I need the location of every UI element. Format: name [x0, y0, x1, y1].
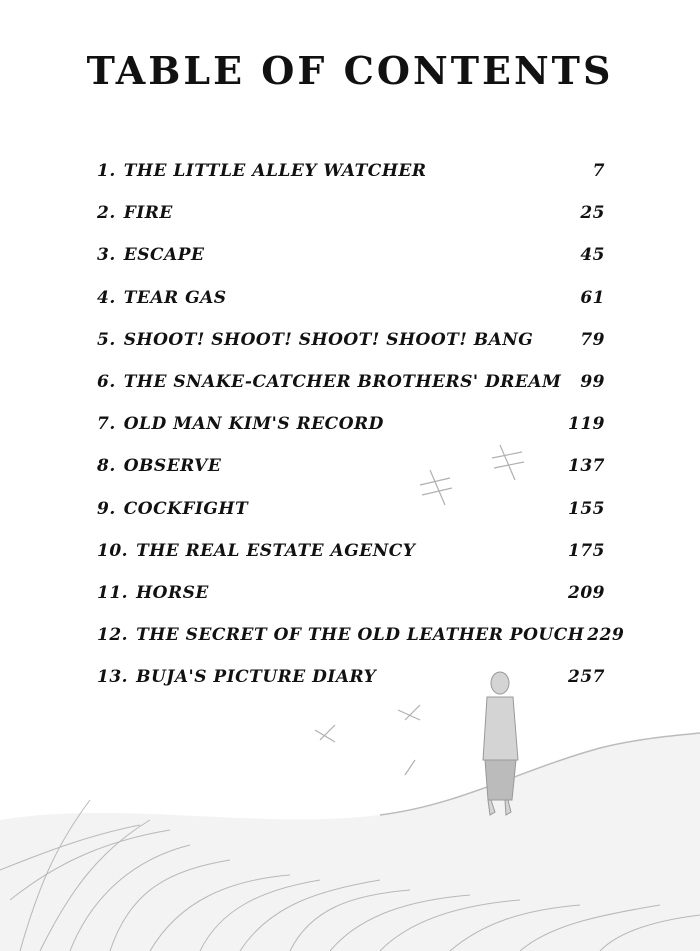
page-title: TABLE OF CONTENTS [86, 48, 614, 93]
toc-entry[interactable] [97, 245, 605, 287]
entry-number: 4. [97, 287, 116, 308]
entry-number: 9. [97, 498, 116, 519]
entry-page: 209 [568, 582, 605, 603]
toc-entry[interactable] [97, 583, 605, 625]
toc-list [97, 161, 625, 709]
entry-title: BUJA'S PICTURE DIARY [136, 667, 377, 688]
entry-number: 8. [97, 456, 116, 477]
entry-title: THE SNAKE-CATCHER BROTHERS' DREAM [123, 371, 562, 392]
entry-page: 257 [568, 667, 605, 688]
entry-page: 155 [568, 498, 605, 519]
entry-page: 229 [587, 625, 625, 646]
entry-number: 6. [97, 371, 116, 392]
toc-entry[interactable] [97, 372, 605, 414]
entry-page: 175 [568, 540, 605, 561]
entry-page: 119 [568, 414, 605, 435]
entry-title: ESCAPE [123, 245, 205, 266]
entry-page: 7 [592, 161, 605, 181]
entry-title: THE SECRET OF THE OLD LEATHER POUCH [136, 625, 585, 646]
entry-number: 1. [97, 161, 116, 181]
entry-number: 10. [97, 540, 129, 561]
entry-number: 12. [97, 625, 129, 646]
entry-number: 13. [97, 667, 129, 688]
toc-entry[interactable] [97, 667, 605, 709]
entry-title: TEAR GAS [123, 287, 227, 308]
toc-entry[interactable] [97, 414, 605, 456]
toc-entry[interactable] [97, 288, 605, 330]
entry-page: 25 [580, 203, 605, 224]
toc-entry[interactable] [97, 161, 605, 203]
entry-number: 11. [97, 582, 129, 603]
entry-number: 3. [97, 245, 116, 266]
toc-entry[interactable] [97, 541, 605, 583]
entry-title: THE REAL ESTATE AGENCY [136, 540, 416, 561]
entry-title: THE LITTLE ALLEY WATCHER [123, 161, 427, 181]
entry-page: 137 [568, 456, 605, 477]
entry-page: 99 [580, 371, 605, 392]
entry-number: 7. [97, 414, 116, 435]
entry-title: OBSERVE [123, 456, 222, 477]
entry-title: OLD MAN KIM'S RECORD [123, 414, 384, 435]
entry-number: 5. [97, 329, 116, 350]
entry-title: FIRE [123, 203, 173, 224]
toc-entry[interactable] [97, 456, 605, 498]
entry-number: 2. [97, 203, 116, 224]
entry-title: HORSE [136, 582, 209, 603]
entry-title: COCKFIGHT [123, 498, 249, 519]
entry-page: 61 [580, 287, 605, 308]
toc-entry[interactable] [97, 330, 605, 372]
entry-title: SHOOT! SHOOT! SHOOT! SHOOT! BANG [123, 329, 534, 350]
toc-entry[interactable] [97, 625, 625, 667]
entry-page: 45 [580, 245, 605, 266]
toc-entry[interactable] [97, 203, 605, 245]
toc-entry[interactable] [97, 499, 605, 541]
entry-page: 79 [580, 329, 605, 350]
